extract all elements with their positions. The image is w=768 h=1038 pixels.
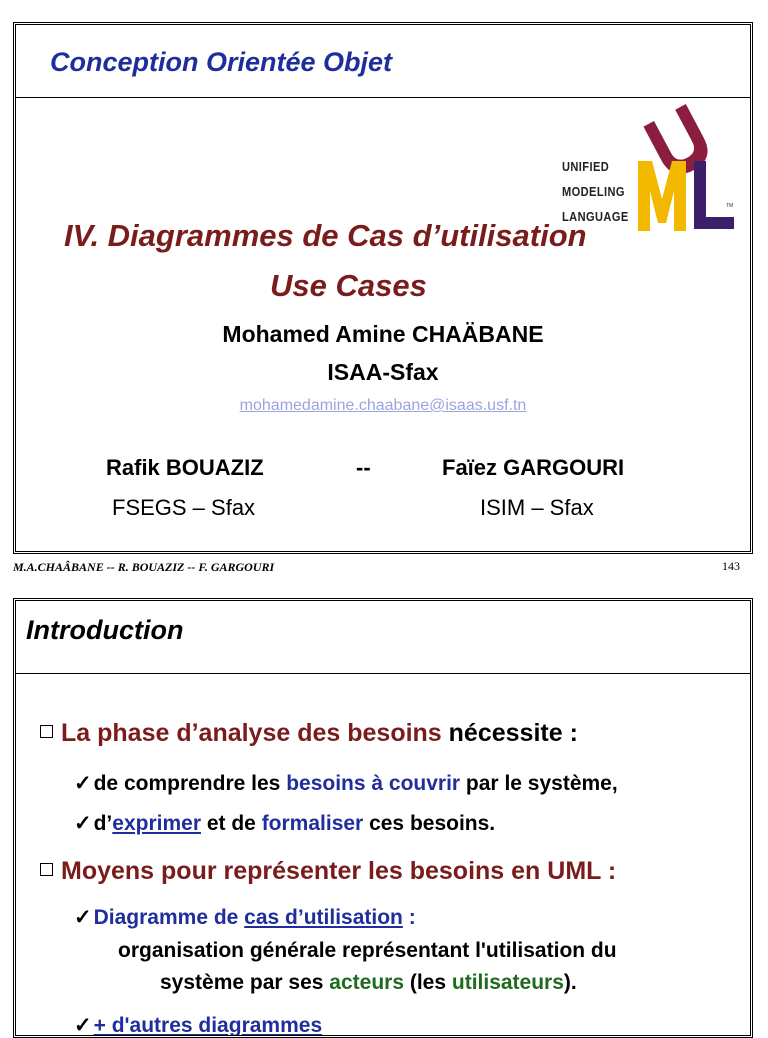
square-bullet-icon xyxy=(40,863,53,876)
course-title: Conception Orientée Objet xyxy=(50,47,393,77)
coauthor-separator: -- xyxy=(356,455,371,480)
text: de comprendre les xyxy=(93,772,287,795)
other-diagrams-link[interactable]: + d'autres diagrammes xyxy=(93,1014,323,1037)
page-number: 143 xyxy=(722,559,740,573)
square-bullet-icon xyxy=(40,725,53,738)
slide-title-line2: Use Cases xyxy=(270,268,427,303)
logo-word-modeling: MODELING xyxy=(562,184,625,199)
uml-logo xyxy=(556,101,738,231)
text: par le système, xyxy=(460,772,618,795)
bullet-text: nécessite : xyxy=(441,719,578,747)
coauthor2-name: Faïez GARGOURI xyxy=(442,455,625,480)
text: ces besoins. xyxy=(363,812,496,835)
bullet-analysis-phase xyxy=(40,719,578,748)
text: : xyxy=(402,906,416,929)
bullet-highlight: La phase d’analyse des besoins xyxy=(61,719,442,747)
coauthor1-institution: FSEGS – Sfax xyxy=(112,495,256,520)
checkmark-icon: ✓ xyxy=(74,1014,92,1037)
highlight-text: acteurs xyxy=(329,971,405,994)
bullet-uml-means xyxy=(40,857,616,886)
footer-authors: M.A.CHAÂBANE -- R. BOUAZIZ -- F. GARGOURI xyxy=(13,560,275,574)
coauthor1-name: Rafik BOUAZIZ xyxy=(106,455,264,480)
text: d’ xyxy=(93,812,113,835)
checkmark-icon: ✓ xyxy=(74,772,92,795)
author-email-link[interactable]: mohamedamine.chaabane@isaas.usf.tn xyxy=(239,397,527,414)
description-line1: organisation générale représentant l'utilisation du xyxy=(118,939,617,962)
sub-bullet-other-diagrams xyxy=(74,1013,322,1038)
text: Diagramme de xyxy=(93,906,245,929)
slide-header xyxy=(16,601,750,674)
description-line2 xyxy=(160,971,577,995)
use-case-link[interactable]: cas d’utilisation xyxy=(244,906,403,929)
checkmark-icon: ✓ xyxy=(74,906,92,929)
highlight-text: utilisateurs xyxy=(451,971,564,994)
sub-bullet-use-case-diagram xyxy=(74,905,416,930)
highlight-text: formaliser xyxy=(261,812,364,835)
logo-word-unified: UNIFIED xyxy=(562,159,610,174)
text: ). xyxy=(563,971,577,994)
text: système par ses xyxy=(160,971,330,994)
sub-bullet-understand xyxy=(74,771,618,796)
trademark-label: TM xyxy=(726,203,734,209)
title-slide xyxy=(13,22,753,554)
text: et de xyxy=(201,812,262,835)
checkmark-icon: ✓ xyxy=(74,812,92,835)
bullet-text: Moyens pour représenter les besoins en UML : xyxy=(61,857,617,885)
introduction-slide xyxy=(13,598,753,1038)
logo-word-language: LANGUAGE xyxy=(562,209,629,224)
exprimer-link[interactable]: exprimer xyxy=(112,812,201,835)
author-institution: ISAA-Sfax xyxy=(327,359,439,385)
slide-title-line1: IV. Diagrammes de Cas d’utilisation xyxy=(64,218,587,253)
uml-letters-icon xyxy=(556,101,738,231)
coauthor2-institution: ISIM – Sfax xyxy=(480,495,594,520)
slide-title: Introduction xyxy=(26,615,184,645)
sub-bullet-express xyxy=(74,811,495,836)
author-name: Mohamed Amine CHAÄBANE xyxy=(222,321,544,347)
slide-header xyxy=(16,25,750,98)
text: (les xyxy=(404,971,452,994)
highlight-text: besoins à couvrir xyxy=(286,772,461,795)
